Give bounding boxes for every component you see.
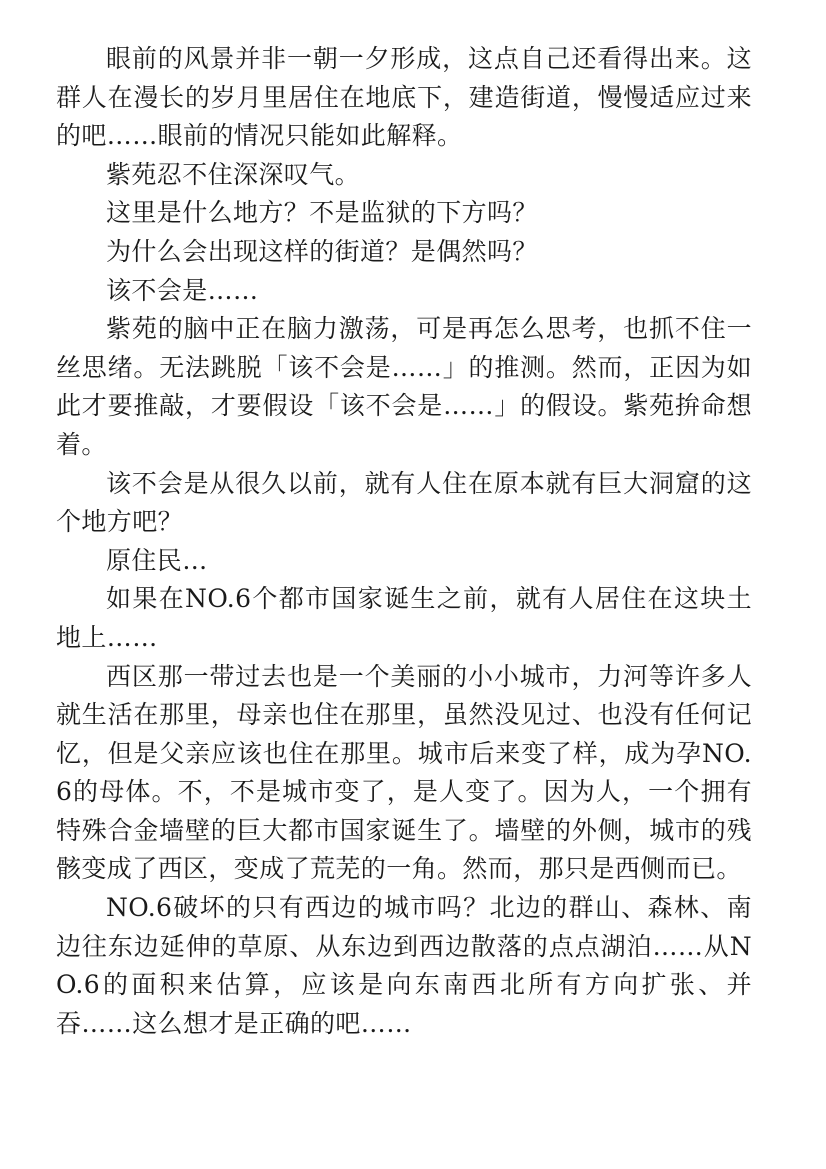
paragraph-1: 眼前的风景并非一朝一夕形成，这点自己还看得出来。这群人在漫长的岁月里居住在地底下，建造街道，慢慢适应过来的吧……眼前的情况只能如此解释。 — [56, 44, 752, 151]
paragraph-4: 为什么会出现这样的街道？是偶然吗？ — [106, 236, 538, 266]
paragraph-7: 该不会是从很久以前，就有人住在原本就有巨大洞窟的这个地方吧？ — [56, 468, 752, 537]
paragraph-5: 该不会是…… — [106, 275, 259, 305]
paragraph-9: 如果在NO.6个都市国家诞生之前，就有人居住在这块土地上…… — [56, 584, 752, 652]
paragraph-3: 这里是什么地方？不是监狱的下方吗？ — [106, 198, 538, 228]
paragraph-2: 紫苑忍不住深深叹气。 — [106, 159, 361, 189]
paragraph-11: NO.6破坏的只有西边的城市吗？北边的群山、森林、南边往东边延伸的草原、从东边到西边散落的点点湖泊……从NO.6的面积来估算，应该是向东南西北所有方向扩张、并吞……这么想才是正确的吧…… — [56, 893, 752, 1038]
paragraph-8: 原住民… — [106, 545, 208, 575]
paragraph-10: 西区那一带过去也是一个美丽的小小城市，力河等许多人就生活在那里，母亲也住在那里，虽然没见过、也没有任何记忆，但是父亲应该也住在那里。城市后来变了样，成为孕NO.6的母体。不，不是城市变了，是人变了。因为人，一个拥有特殊合金墙壁的巨大都市国家诞生了。墙壁的外侧，城市的残骸变成了西区，变成了荒芜的一角。然而，那只是西侧而已。 — [56, 661, 752, 884]
paragraph-6: 紫苑的脑中正在脑力激荡，可是再怎么思考，也抓不住一丝思绪。无法跳脱「该不会是……」的推测。然而，正因为如此才要推敲，才要假设「该不会是……」的假设。紫苑拚命想着。 — [56, 314, 752, 459]
document-page — [56, 40, 752, 1043]
